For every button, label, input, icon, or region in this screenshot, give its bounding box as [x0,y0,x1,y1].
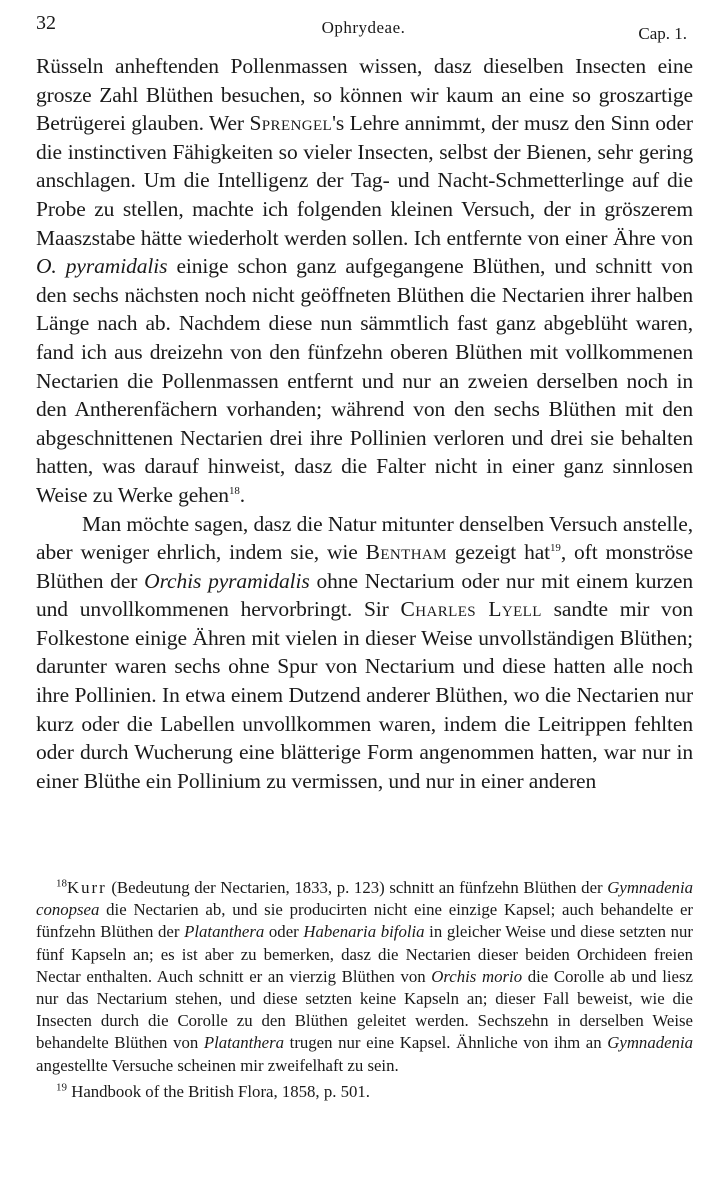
author-name: Sprengel [249,111,333,136]
species-name: Orchis morio [431,966,523,986]
page-number: 32 [36,12,56,34]
footnote-mark: 18 [56,877,67,890]
species-name: O. pyramidalis [36,254,168,279]
text-run: (Bedeutung der Nectarien, 1833, p. 123) schnitt an fünfzehn Blüthen der [106,878,608,897]
author-name: Kurr [67,878,107,897]
text-run: in gleicher Weise und diese setzten nur fünf Kapseln an; es ist aber zu bemerken, dasz die Nectarien dieser beiden Orchideen freien Nectar enthalten. Auch schnitt er an vierzig Blüthen von [36,922,693,986]
running-title: Ophrydeae. [321,18,406,37]
species-name: Habenaria bifolia [303,922,425,942]
text-run: sandte mir von Folkestone einige Ähren mit vielen in dieser Weise unvollständigen Blüthen; darunter waren sechs ohne Spur von Nectarium und diese hatten alle noch ihre Pollinien. In etwa einem Dutzend anderer Blüthen, wo die Nectarien nur kurz oder die Labellen unvollkommen waren, indem die Leitrippen fehlten oder durch Wucherung eine blätterige Form angenommen hatten, war nur in einer Blüthe ein Pollinium zu vermissen, und nur in einer anderen [36,597,693,793]
species-name: Orchis pyramidalis [144,568,310,593]
species-name: Platanthera [184,922,265,942]
text-run: die Corolle ab und liesz nur das Nectarium stehen, und diese setzten keine Kapseln an; dieser Fall beweist, wie die Insecten durch die Corolle zu den Blüthen geleitet werden. Sechszehn in derselben Weise behandelte Blüthen von [36,966,693,1053]
species-name: Platanthera [203,1033,285,1053]
species-name: Gymnadenia conopsea [36,878,693,920]
author-name: Charles Lyell [400,597,542,622]
text-run: , oft monströse Blüthen der [36,540,693,593]
text-run: gezeigt hat [446,540,551,565]
text-run: angestellte Versuche scheinen mir zweifelhaft zu sein. [36,1055,399,1075]
footnote-ref: 19 [550,541,561,554]
paragraph-2 [36,510,693,796]
paragraph-1 [36,52,693,510]
text-run: trugen nur eine Kapsel. Ähnliche von ihm an [284,1033,608,1053]
text-run: 's Lehre annimmt, der musz den Sinn oder die instinctiven Fähigkeiten so vieler Insecten, selbst der Bienen, sehr gering anschlagen. Um die Intelligenz der Tag- und Nacht-Schmetterlinge auf die Probe zu stellen, machte ich folgenden kleinen Versuch, der in gröszerem Maaszstabe hätte wiederholt werden sollen. Ich entfernte von einer Ähre von [36,111,693,250]
page-header [36,12,691,42]
footnotes [36,877,693,1103]
footnote-mark: 19 [56,1081,67,1094]
chapter-label: Cap. 1. [638,24,687,43]
text-run: ohne Nectarium oder nur mit einem kurzen und unvollkommenen hervorbringt. Sir [36,568,693,622]
main-text [36,52,693,795]
text-run: . [239,482,246,507]
text-run: einige schon ganz aufgegangene Blüthen, und schnitt von den sechs nächsten noch nicht geöffneten Blüthen die Nectarien ihrer halben Länge nach ab. Nachdem diese nun sämmtlich fast ganz abgeblüht waren, fand ich aus dreizehn von den fünfzehn oberen Blüthen mit vollkommenen Nectarien die Pollenmassen entfernt und nur an zweien derselben noch in den Antherenfächern vorhanden; während von den sechs Blüthen mit den abgeschnittenen Nectarien drei ihre Pollinien verloren und drei sie behalten hatten, was darauf hinweist, dasz die Falter nicht in einer ganz sinnlosen Weise zu Werke gehen [36,254,693,507]
text-run: die Nectarien ab, und sie producirten nicht eine einzige Kapsel; auch behandelte er fünfzehn Blüthen der [36,900,693,942]
footnote-ref: 18 [228,484,240,497]
species-name: Gymnadenia [607,1033,693,1053]
text-run: Handbook of the British Flora, 1858, p. 501. [67,1081,370,1101]
author-name: Bentham [365,540,447,565]
text-run: oder [264,922,304,942]
footnote-19 [36,1081,693,1103]
text-run: Rüsseln anheftenden Pollenmassen wissen, dasz dieselben Insecten eine grosze Zahl Blüthen besuchen, so können wir kaum an eine so groszartige Betrügerei glauben. Wer [36,54,693,136]
footnote-18 [36,877,693,1077]
text-run: Man möchte sagen, dasz die Natur mitunter denselben Versuch anstelle, aber weniger ehrlich, indem sie, wie [36,511,693,565]
